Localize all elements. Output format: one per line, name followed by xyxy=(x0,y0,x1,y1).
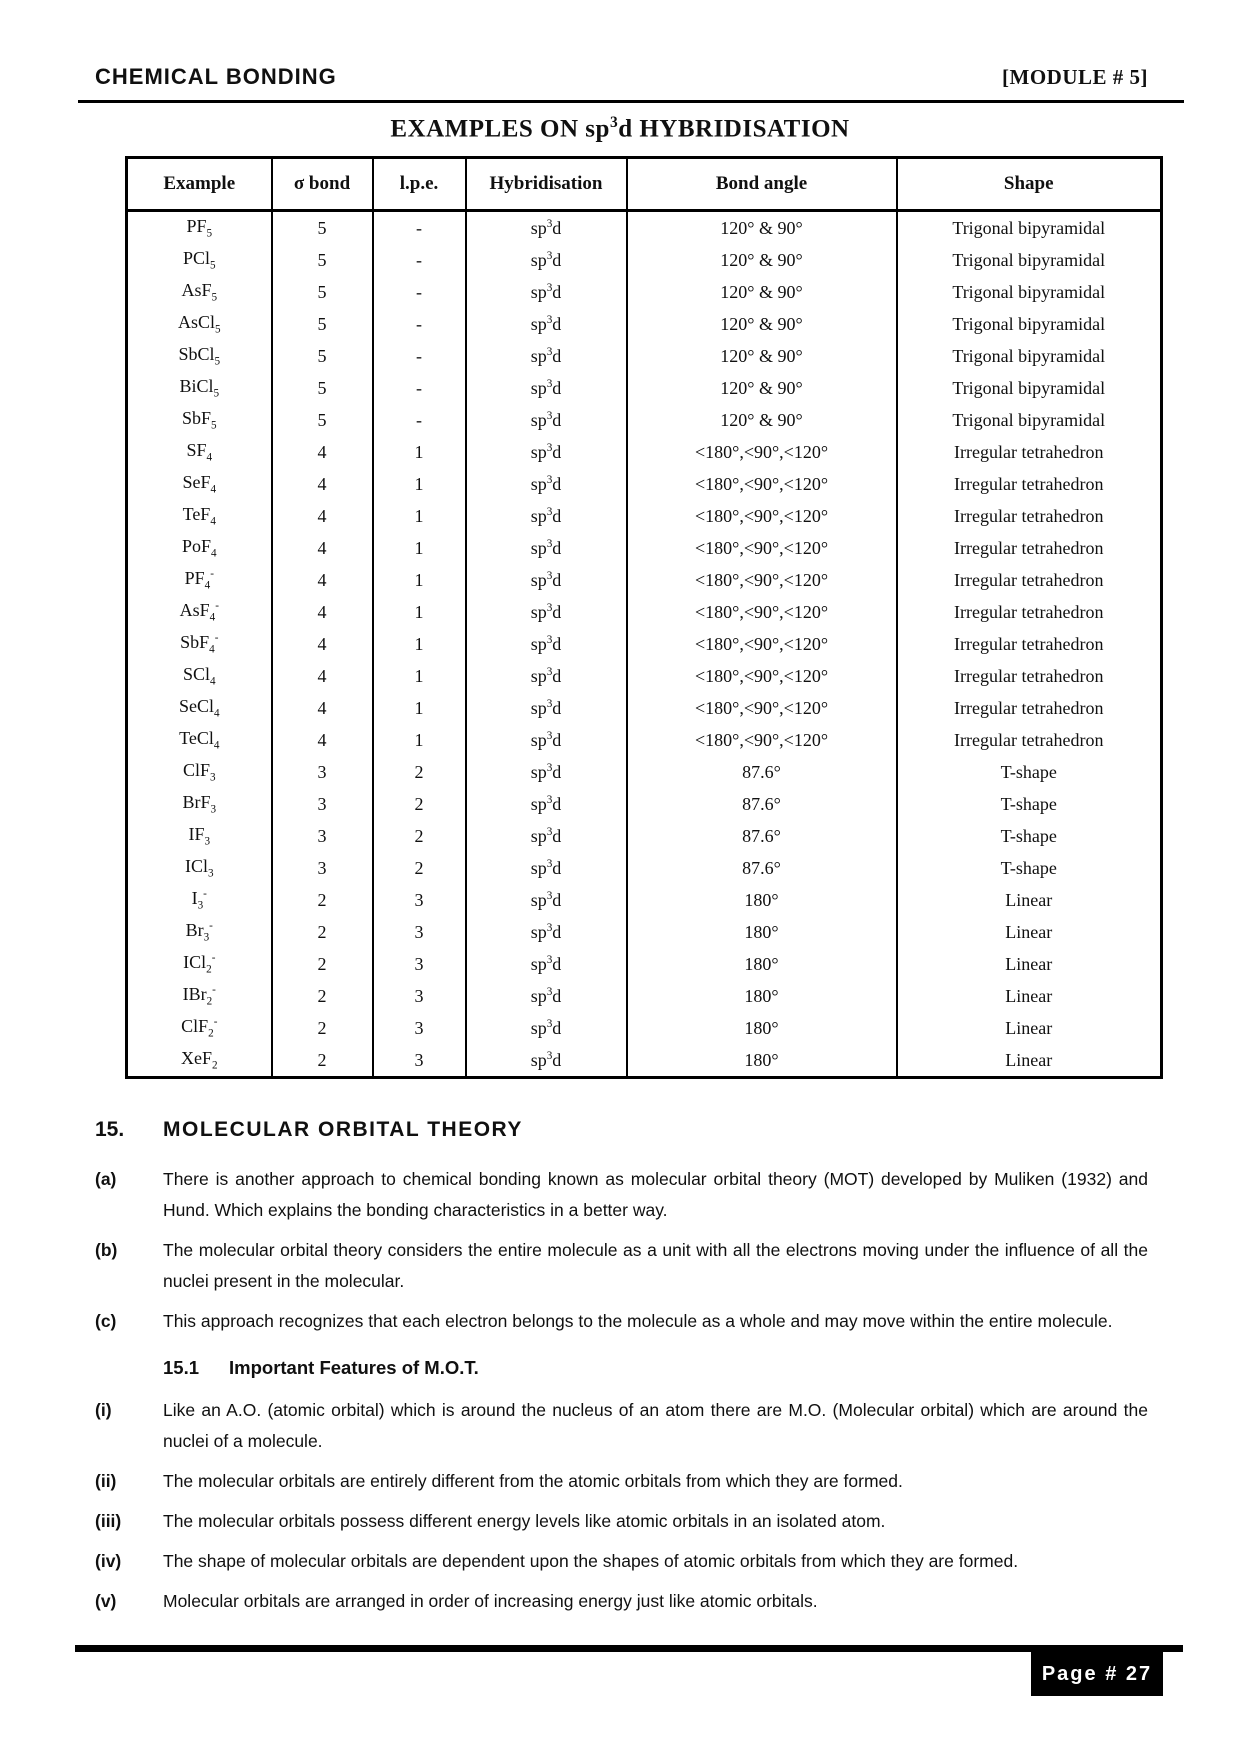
table-cell: $sp^3d$ xyxy=(466,916,627,948)
table-cell: T-shape xyxy=(897,788,1162,820)
table-cell: $sp^3d$ xyxy=(466,628,627,660)
table-cell: 120° & 90° xyxy=(627,211,897,245)
table-cell: $sp^3d$ xyxy=(466,211,627,245)
table-cell: $sp^3d$ xyxy=(466,500,627,532)
table-row xyxy=(127,436,1162,468)
table-cell: $sp^3d$ xyxy=(466,468,627,500)
table-cell: 4 xyxy=(272,532,373,564)
item-text: Like an A.O. (atomic orbital) which is around the nucleus of an atom there are M.O. (Molecular orbital) which are around the nuclei of a molecule. xyxy=(163,1400,1148,1451)
page-header xyxy=(95,64,1148,90)
table-cell: Irregular tetrahedron xyxy=(897,660,1162,692)
table-cell: $sp^3d$ xyxy=(466,820,627,852)
table-row xyxy=(127,308,1162,340)
table-row xyxy=(127,724,1162,756)
table-cell: <180°,<90°,<120° xyxy=(627,596,897,628)
table-cell: T-shape xyxy=(897,756,1162,788)
table-cell: $sp^3d$ xyxy=(466,692,627,724)
table-row xyxy=(127,564,1162,596)
table-row xyxy=(127,948,1162,980)
table-row xyxy=(127,820,1162,852)
table-cell: - xyxy=(373,308,466,340)
table-cell: $sp^3d$ xyxy=(466,1044,627,1078)
header-rule xyxy=(78,100,1184,103)
table-cell: TeF$_4$ xyxy=(182,503,216,528)
table-cell: $sp^3d$ xyxy=(466,532,627,564)
table-cell: 180° xyxy=(627,948,897,980)
table-cell: 3 xyxy=(272,820,373,852)
column-header: σ bond xyxy=(272,158,373,211)
table-cell: Irregular tetrahedron xyxy=(897,532,1162,564)
column-header: Example xyxy=(127,158,272,211)
table-cell: 1 xyxy=(373,660,466,692)
table-cell: <180°,<90°,<120° xyxy=(627,468,897,500)
table-cell: - xyxy=(373,340,466,372)
item-label: (c) xyxy=(95,1311,117,1331)
item-text: The molecular orbitals possess different energy levels like atomic orbitals in an isolated atom. xyxy=(163,1511,886,1531)
table-cell: Irregular tetrahedron xyxy=(897,628,1162,660)
subsection-heading xyxy=(0,1357,1240,1379)
table-cell: 4 xyxy=(272,500,373,532)
hybridisation-table-wrapper xyxy=(125,156,1160,1079)
table-cell: 5 xyxy=(272,404,373,436)
table-cell: Linear xyxy=(897,1044,1162,1078)
table-cell: SbCl$_5$ xyxy=(178,343,221,368)
table-cell: <180°,<90°,<120° xyxy=(627,692,897,724)
table-cell: 3 xyxy=(272,852,373,884)
table-cell: 4 xyxy=(272,436,373,468)
table-cell: 3 xyxy=(272,756,373,788)
table-cell: 3 xyxy=(373,884,466,916)
table-cell: 1 xyxy=(373,596,466,628)
table-cell: 2 xyxy=(373,852,466,884)
table-cell: $IF_3$ xyxy=(188,823,211,848)
page-number-badge: Page # 27 xyxy=(1031,1652,1163,1696)
section-number: 15. xyxy=(95,1118,125,1141)
table-row xyxy=(127,596,1162,628)
table-cell: 3 xyxy=(373,980,466,1012)
table-row xyxy=(127,1044,1162,1078)
table-cell: 180° xyxy=(627,1044,897,1078)
table-cell: BrF$_3$ xyxy=(182,791,217,816)
table-cell: 1 xyxy=(373,564,466,596)
table-cell: SeCl$_4$ xyxy=(178,695,220,720)
table-header-row xyxy=(127,158,1162,211)
table-cell: PCl$_5$ xyxy=(182,247,216,272)
footer-rule xyxy=(75,1645,1183,1652)
table-cell: $sp^3d$ xyxy=(466,852,627,884)
table-cell: 4 xyxy=(272,628,373,660)
table-cell: BiCl$_5$ xyxy=(179,375,220,400)
table-cell: 1 xyxy=(373,532,466,564)
table-cell: <180°,<90°,<120° xyxy=(627,724,897,756)
column-header: l.p.e. xyxy=(373,158,466,211)
table-cell: 180° xyxy=(627,980,897,1012)
table-cell: Irregular tetrahedron xyxy=(897,692,1162,724)
list-item xyxy=(0,1235,1240,1297)
table-cell: 3 xyxy=(373,1044,466,1078)
table-cell: 5 xyxy=(272,340,373,372)
table-cell: $sp^3d$ xyxy=(466,884,627,916)
table-cell: 180° xyxy=(627,1012,897,1044)
table-cell: Trigonal bipyramidal xyxy=(897,372,1162,404)
table-cell: Irregular tetrahedron xyxy=(897,724,1162,756)
table-cell: Irregular tetrahedron xyxy=(897,500,1162,532)
table-cell: Trigonal bipyramidal xyxy=(897,276,1162,308)
list-item xyxy=(0,1306,1240,1337)
table-cell: 87.6° xyxy=(627,756,897,788)
table-cell: PoF$_4$ xyxy=(181,535,217,560)
table-cell: AsCl$_5$ xyxy=(177,311,221,336)
list-item xyxy=(0,1164,1240,1226)
table-cell: XeF$_2$ xyxy=(180,1047,218,1072)
table-cell: 2 xyxy=(272,948,373,980)
table-cell: 5 xyxy=(272,244,373,276)
item-label: (b) xyxy=(95,1240,118,1260)
table-cell: $sp^3d$ xyxy=(466,340,627,372)
table-cell: Linear xyxy=(897,884,1162,916)
table-row xyxy=(127,404,1162,436)
table-cell: ICl$_3$ xyxy=(184,855,214,880)
table-cell: <180°,<90°,<120° xyxy=(627,660,897,692)
table-cell: 2 xyxy=(272,1044,373,1078)
table-cell: 3 xyxy=(373,948,466,980)
table-row xyxy=(127,788,1162,820)
table-cell: $sp^3d$ xyxy=(466,564,627,596)
item-label: (iii) xyxy=(95,1511,122,1531)
table-row xyxy=(127,692,1162,724)
table-cell: AsF$_5$ xyxy=(181,279,218,304)
table-cell: Irregular tetrahedron xyxy=(897,596,1162,628)
item-text: This approach recognizes that each electron belongs to the molecule as a whole and may move within the entire molecule. xyxy=(163,1311,1113,1331)
table-cell: 2 xyxy=(272,884,373,916)
section-heading xyxy=(0,1118,1240,1142)
column-header: Hybridisation xyxy=(466,158,627,211)
item-label: (iv) xyxy=(95,1551,122,1571)
table-row xyxy=(127,468,1162,500)
table-cell: 4 xyxy=(272,564,373,596)
table-title: EXAMPLES ON $sp^3d$ HYBRIDISATION xyxy=(390,114,850,143)
table-cell: $sp^3d$ xyxy=(466,948,627,980)
table-row xyxy=(127,372,1162,404)
table-cell: 2 xyxy=(373,788,466,820)
table-row xyxy=(127,628,1162,660)
table-cell: 5 xyxy=(272,308,373,340)
table-cell: 1 xyxy=(373,628,466,660)
table-row xyxy=(127,756,1162,788)
table-cell: 4 xyxy=(272,468,373,500)
table-row xyxy=(127,852,1162,884)
table-cell: <180°,<90°,<120° xyxy=(627,564,897,596)
table-cell: SbF$_4$- xyxy=(180,631,219,656)
table-cell: TeCl$_4$ xyxy=(179,727,220,752)
list-item xyxy=(0,1546,1240,1577)
table-cell: $sp^3d$ xyxy=(466,244,627,276)
table-cell: 180° xyxy=(627,916,897,948)
table-cell: 5 xyxy=(272,276,373,308)
table-row xyxy=(127,660,1162,692)
mot-section xyxy=(0,1118,1240,1626)
table-cell: <180°,<90°,<120° xyxy=(627,628,897,660)
table-cell: ICl$_2$- xyxy=(183,951,216,976)
table-cell: Linear xyxy=(897,1012,1162,1044)
table-cell: $Br_3^-$ xyxy=(185,919,213,944)
table-cell: Trigonal bipyramidal xyxy=(897,404,1162,436)
table-row xyxy=(127,884,1162,916)
table-cell: 120° & 90° xyxy=(627,340,897,372)
table-cell: Linear xyxy=(897,916,1162,948)
header-subject: CHEMICAL BONDING xyxy=(95,64,337,89)
table-cell: 87.6° xyxy=(627,820,897,852)
subsection-title: Important Features of M.O.T. xyxy=(229,1357,479,1378)
table-cell: $sp^3d$ xyxy=(466,724,627,756)
column-header: Bond angle xyxy=(627,158,897,211)
table-cell: Trigonal bipyramidal xyxy=(897,211,1162,245)
table-cell: $sp^3d$ xyxy=(466,756,627,788)
table-cell: $sp^3d$ xyxy=(466,980,627,1012)
table-cell: SbF$_5$ xyxy=(181,407,217,432)
table-cell: Irregular tetrahedron xyxy=(897,436,1162,468)
item-label: (a) xyxy=(95,1169,117,1189)
table-cell: SCl$_4$ xyxy=(182,663,216,688)
item-label: (v) xyxy=(95,1591,117,1611)
table-cell: Irregular tetrahedron xyxy=(897,564,1162,596)
table-cell: 120° & 90° xyxy=(627,276,897,308)
table-cell: 4 xyxy=(272,596,373,628)
header-module: [MODULE # 5] xyxy=(1002,65,1148,89)
table-cell: Irregular tetrahedron xyxy=(897,468,1162,500)
table-cell: $sp^3d$ xyxy=(466,788,627,820)
hybridisation-table xyxy=(125,156,1163,1079)
table-cell: 1 xyxy=(373,468,466,500)
table-cell: Trigonal bipyramidal xyxy=(897,340,1162,372)
table-cell: 4 xyxy=(272,724,373,756)
table-cell: 1 xyxy=(373,692,466,724)
table-cell: 1 xyxy=(373,500,466,532)
subsection-number: 15.1 xyxy=(163,1357,200,1378)
table-cell: T-shape xyxy=(897,820,1162,852)
table-cell: 87.6° xyxy=(627,852,897,884)
table-cell: 87.6° xyxy=(627,788,897,820)
table-cell: Linear xyxy=(897,948,1162,980)
table-cell: 5 xyxy=(272,211,373,245)
table-body xyxy=(127,211,1162,1078)
table-cell: $sp^3d$ xyxy=(466,276,627,308)
table-cell: Trigonal bipyramidal xyxy=(897,244,1162,276)
item-label: (i) xyxy=(95,1400,112,1420)
list-item xyxy=(0,1506,1240,1537)
table-cell: ClF$_3$ xyxy=(182,759,216,784)
table-cell: 3 xyxy=(373,1012,466,1044)
table-cell: 1 xyxy=(373,436,466,468)
table-cell: $sp^3d$ xyxy=(466,1012,627,1044)
table-cell: IBr$_2$- xyxy=(182,983,216,1008)
list-item xyxy=(0,1395,1240,1457)
table-cell: Trigonal bipyramidal xyxy=(897,308,1162,340)
table-row xyxy=(127,916,1162,948)
table-cell: 1 xyxy=(373,724,466,756)
table-cell: 4 xyxy=(272,660,373,692)
section-features xyxy=(0,1395,1240,1617)
table-cell: 120° & 90° xyxy=(627,244,897,276)
table-cell: - xyxy=(373,372,466,404)
table-cell: $PF_4^-$ xyxy=(184,567,214,592)
table-cell: - xyxy=(373,276,466,308)
table-row xyxy=(127,980,1162,1012)
table-cell: $SF_4$ xyxy=(186,439,213,464)
table-cell: SeF$_4$ xyxy=(182,471,217,496)
table-cell: 120° & 90° xyxy=(627,308,897,340)
table-row xyxy=(127,500,1162,532)
table-cell: 2 xyxy=(373,820,466,852)
table-cell: <180°,<90°,<120° xyxy=(627,500,897,532)
table-cell: 3 xyxy=(373,916,466,948)
table-cell: 180° xyxy=(627,884,897,916)
table-cell: ClF$_2$- xyxy=(181,1015,218,1040)
table-cell: $sp^3d$ xyxy=(466,404,627,436)
section-title: MOLECULAR ORBITAL THEORY xyxy=(163,1118,523,1141)
table-cell: 4 xyxy=(272,692,373,724)
list-item xyxy=(0,1466,1240,1497)
table-cell: - xyxy=(373,244,466,276)
item-label: (ii) xyxy=(95,1471,117,1491)
list-item xyxy=(0,1586,1240,1617)
table-row xyxy=(127,1012,1162,1044)
table-row xyxy=(127,244,1162,276)
table-cell: $sp^3d$ xyxy=(466,308,627,340)
section-items xyxy=(0,1164,1240,1337)
table-row xyxy=(127,532,1162,564)
table-cell: $sp^3d$ xyxy=(466,660,627,692)
table-cell: - xyxy=(373,404,466,436)
table-cell: 2 xyxy=(373,756,466,788)
table-cell: 120° & 90° xyxy=(627,372,897,404)
table-cell: 5 xyxy=(272,372,373,404)
table-cell: 3 xyxy=(272,788,373,820)
table-cell: T-shape xyxy=(897,852,1162,884)
table-cell: <180°,<90°,<120° xyxy=(627,436,897,468)
item-text: The molecular orbitals are entirely different from the atomic orbitals from which they are formed. xyxy=(163,1471,903,1491)
table-cell: $sp^3d$ xyxy=(466,596,627,628)
table-cell: 2 xyxy=(272,980,373,1012)
table-cell: $sp^3d$ xyxy=(466,436,627,468)
table-cell: - xyxy=(373,211,466,245)
table-cell: 120° & 90° xyxy=(627,404,897,436)
table-cell: 2 xyxy=(272,916,373,948)
table-cell: $sp^3d$ xyxy=(466,372,627,404)
item-text: The shape of molecular orbitals are dependent upon the shapes of atomic orbitals from which they are formed. xyxy=(163,1551,1019,1571)
table-row xyxy=(127,276,1162,308)
item-text: Molecular orbitals are arranged in order of increasing energy just like atomic orbitals. xyxy=(163,1591,818,1611)
table-cell: $I_3^-$ xyxy=(191,887,207,912)
table-cell: <180°,<90°,<120° xyxy=(627,532,897,564)
column-header: Shape xyxy=(897,158,1162,211)
item-text: The molecular orbital theory considers the entire molecule as a unit with all the electrons moving under the influence of all the nuclei present in the molecular. xyxy=(163,1240,1148,1291)
table-row xyxy=(127,340,1162,372)
table-cell: 2 xyxy=(272,1012,373,1044)
table-cell: Linear xyxy=(897,980,1162,1012)
item-text: There is another approach to chemical bonding known as molecular orbital theory (MOT) developed by Muliken (1932) and Hund. Which explains the bonding characteristics in a better way. xyxy=(163,1169,1148,1220)
table-cell: $PF_5$ xyxy=(186,215,213,240)
table-row xyxy=(127,211,1162,245)
table-cell: AsF$_4$- xyxy=(179,599,219,624)
